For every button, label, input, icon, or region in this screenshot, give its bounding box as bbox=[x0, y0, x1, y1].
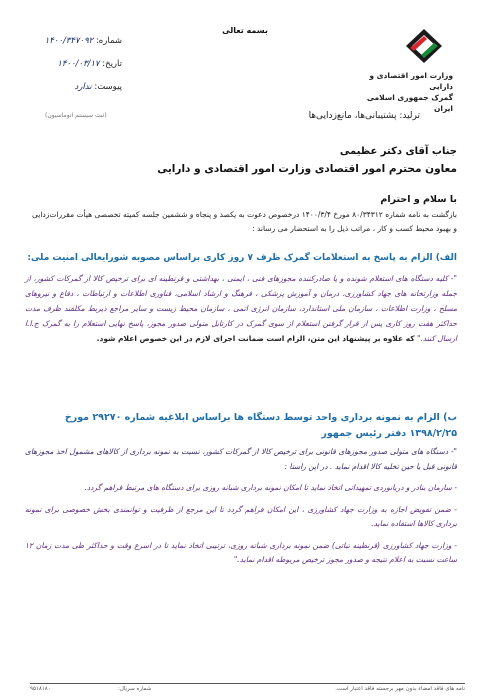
serial-number: ۹۵۱۸۱۸۰ bbox=[30, 686, 51, 692]
list-item: - سازمان بنادر و دریانوردی تمهیداتی اتخاذ نماید تا امکان نمونه برداری شبانه روزی برای دستگاه های مرتبط فراهم گردد. bbox=[84, 483, 457, 492]
section-a-heading: الف) الزام به پاسخ به استعلامات گمرک ظرف ۷ روز کاری براساس مصوبه شورایعالی امنیت ملی: bbox=[27, 253, 457, 263]
list-item: - ضمن تفویض اجازه به وزارت جهاد کشاورزی ، این امکان فراهم گردد تا این مرجع از ظرفیت و توانمندی بخش خصوصی برای نمونه برداری کالاها استفاده نماید. bbox=[25, 504, 457, 528]
recipient-title: معاون محترم امور اقتصادی وزارت امور اقتصادی و دارایی bbox=[157, 163, 457, 175]
number-row bbox=[32, 30, 122, 53]
date-row bbox=[32, 53, 122, 76]
attachment-value: ندارد bbox=[74, 82, 92, 92]
section-a-tail: که علاوه بر پیشنهاد این متن، الزام است ضمانت اجرای لازم در این خصوص اعلام شود. bbox=[96, 334, 415, 343]
customs-logo bbox=[405, 28, 443, 64]
automation-note: (ثبت سیستم اتوماسیون) bbox=[45, 112, 107, 119]
number-value: ۱۴۰۰/۳۴۷۰۹۲ bbox=[44, 36, 94, 46]
serial-label: شماره سریال: bbox=[118, 686, 152, 692]
organization-name bbox=[353, 70, 453, 114]
salutation: با سلام و احترام bbox=[380, 194, 457, 205]
list-item: "- دستگاه های متولی صدور مجوزهای قانونی برای ترخیص کالا از گمرکات کشور، نسبت به نمونه برداری از کالاهای مشمول اخذ مجوزهای قانونی قبل یا حین تخلیه کالا اقدام نماید . در این راستا : bbox=[25, 447, 457, 471]
footer-divider bbox=[30, 683, 465, 684]
date-value: ۱۴۰۰/۰۳/۱۷ bbox=[57, 59, 100, 69]
number-label: شماره: bbox=[95, 36, 122, 46]
attachment-label: پیوست: bbox=[94, 82, 122, 92]
org-customs: گمرک جمهوری اسلامی ایران bbox=[366, 93, 453, 113]
section-b-list bbox=[25, 445, 457, 575]
recipient-name: جناب آقای دکتر عظیمی bbox=[339, 146, 457, 157]
attachment-row bbox=[32, 76, 122, 99]
letter-subject: ترلید: پشتیبانی‌ها، مانع‌زدایی‌ها bbox=[308, 111, 420, 121]
validity-note: نامه های فاقد امضاء بدون مهر برجسته فاقد اعتبار است. bbox=[335, 686, 465, 692]
intro-paragraph: بازگشت به نامه شماره ۸۰/۳۴۳۱۲ مورخ ۱۴۰۰/۳/۴ درخصوص دعوت به یکصد و پنجاه و ششمین جلسه کمیته تخصصی هیأت مقررات‌زدایی و بهبود محیط کسب و کار ، مراتب ذیل را به استحضار می رساند : bbox=[32, 210, 458, 233]
letter-metadata bbox=[32, 30, 122, 99]
section-a-quote bbox=[25, 271, 457, 346]
list-item: - وزارت جهاد کشاورزی (قرنطینه نباتی) ضمن نمونه برداری شبانه روزی، ترتیبی اتخاذ نماید تا در اسرع وقت و حداکثر طی مدت زمان ۱۲ ساعت نسبت به اعلام نتیجه و صدور مجوز ترخیص مربوطه اقدام نماید." bbox=[25, 540, 457, 564]
date-label: تاریخ: bbox=[102, 59, 122, 69]
bismillah-heading: بسمه تعالی bbox=[222, 26, 268, 35]
section-b-heading: ب) الزام به نمونه برداری واحد توسط دستگاه ها براساس ابلاغیه شماره ۲۹۲۷۰ مورخ ۱۳۹۸/۲/۲۵ دفتر رئیس جمهور bbox=[64, 412, 457, 439]
org-ministry: وزارت امور اقتصادی و دارایی bbox=[369, 71, 453, 91]
section-a-quote-text: "- کلیه دستگاه های استعلام شونده و یا صادرکننده مجوزهای فنی ، ایمنی ، بهداشتی و قرنطینه ای برای ترخیص کالا از گمرکات کشور، از جمله وزارتخانه های جهاد کشاورزی، درمان و آموزش پزشکی ، فرهنگ و ارشاد اسلامی، فناوری اطلاعات و ارتباطات ، دفاع و نیروهای مسلح ، وزارت اطلاعات ، سازمان ملی استاندارد، سازمان انرژی اتمی ، سازمان محیط زیست و سایر مراجع ذیربط مکلفند ظرف مدت حداکثر هفت روز کاری پس از قرار گرفتن استعلام از سوی گمرک در کارتابل متولی صدور مجوز، پاسخ نهایی استعلام را به گمرک ج.ا.ا ارسال کنند." bbox=[25, 274, 457, 343]
